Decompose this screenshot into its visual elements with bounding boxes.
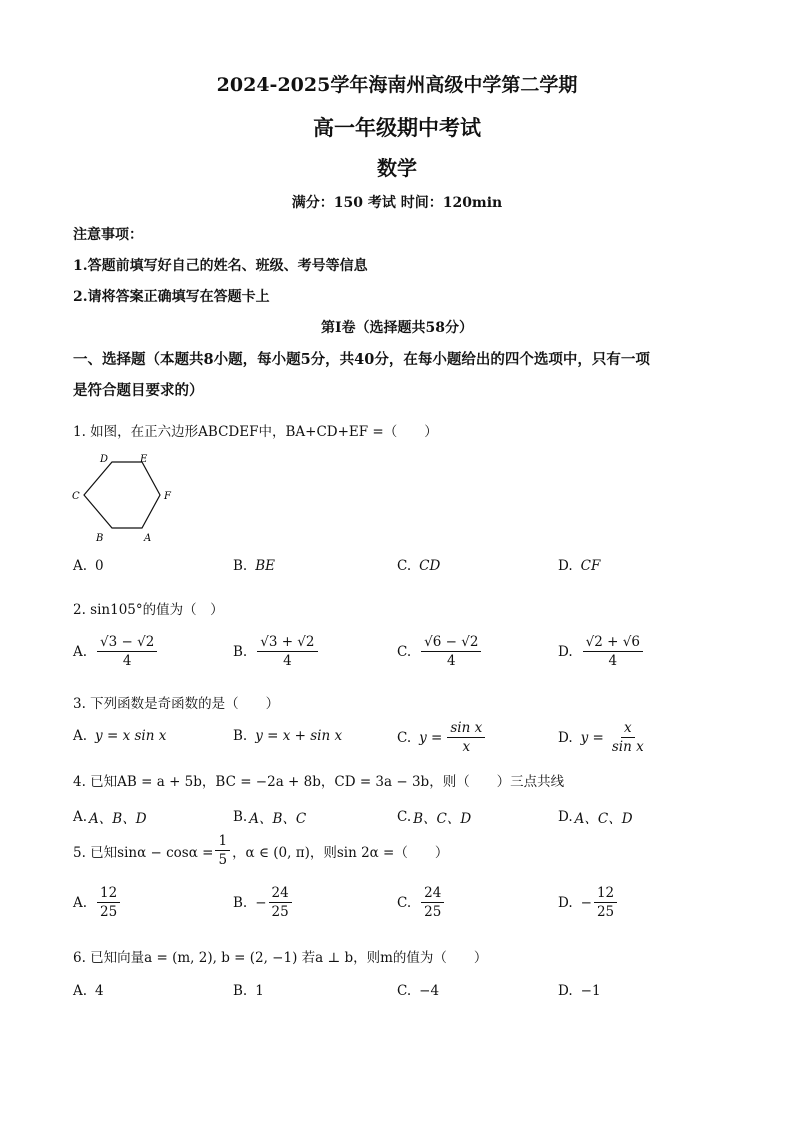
q6-option-a-label: A. [73, 983, 88, 999]
hex-label-a: A [144, 533, 152, 544]
q3-option-a-label: A. [73, 728, 88, 744]
hexagon-figure [68, 450, 178, 545]
q6-option-d[interactable] [558, 983, 601, 999]
q5-option-a-num: 12 [97, 884, 120, 903]
question-1-stem: 1. 如图，在正六边形ABCDEF中，BA+CD+EF =（ ） [73, 424, 438, 440]
q6-option-c-label: C. [397, 983, 412, 999]
q2-option-a-fraction [97, 633, 157, 670]
q4-option-a[interactable] [73, 807, 147, 827]
q5-option-a-fraction [97, 884, 120, 921]
q4-option-d[interactable] [558, 807, 633, 827]
q4-option-b-label: B. [233, 809, 248, 825]
q4-option-c[interactable] [397, 807, 471, 827]
q6-option-b[interactable] [233, 983, 264, 999]
q2-option-a[interactable] [73, 633, 159, 670]
q1-option-c-text: CD [419, 558, 441, 574]
question-4-stem: 4. 已知AB = a + 5b，BC = −2a + 8b，CD = 3a − 3b，则（ ）三点共线 [73, 774, 565, 790]
q3-option-d-fraction [609, 719, 647, 756]
hex-label-d: D [100, 454, 109, 465]
q2-option-a-den: 4 [122, 653, 132, 669]
q1-option-d-text: CF [580, 558, 601, 574]
q3-option-b-text: y = x + sin x [255, 728, 343, 744]
section-heading-line1: 一、选择题（本题共8小题，每小题5分，共40分，在每小题给出的四个选项中，只有一项 [73, 351, 650, 368]
notice-heading: 注意事项： [73, 227, 143, 243]
hex-label-b: B [96, 533, 104, 544]
q6-option-d-text: −1 [580, 983, 601, 999]
q5-option-b-num: 24 [269, 884, 292, 903]
q5-option-c-label: C. [397, 894, 412, 911]
q4-option-d-text: A、C、D [574, 811, 633, 827]
q5-stem-num: 1 [215, 832, 230, 851]
hex-label-f: F [164, 491, 171, 502]
notice-item-1: 1.答题前填写好自己的姓名、班级、考号等信息 [73, 258, 368, 274]
exam-title-year: 2024-2025学年海南州高级中学第二学期 [216, 74, 578, 96]
q1-option-b[interactable] [233, 558, 275, 574]
notice-item-2: 2.请将答案正确填写在答题卡上 [73, 289, 270, 305]
q3-option-b-label: B. [233, 728, 248, 744]
q2-option-c-label: C. [397, 643, 412, 660]
q5-option-d-den: 25 [596, 904, 615, 920]
exam-subject: 数学 [377, 156, 417, 180]
exam-title-grade: 高一年级期中考试 [313, 115, 481, 140]
q4-option-c-label: C. [397, 809, 412, 825]
q5-option-a-den: 25 [100, 904, 118, 920]
q5-option-c-fraction [421, 884, 444, 921]
q4-option-a-text: A、B、D [89, 811, 147, 827]
q4-option-c-text: B、C、D [413, 811, 472, 827]
q2-option-a-num: √3 − √2 [97, 633, 157, 652]
q4-option-a-label: A. [73, 809, 88, 825]
q2-option-b-num: √3 + √2 [257, 633, 317, 652]
question-6-stem: 6. 已知向量a = (m, 2), b = (2, −1) 若a ⊥ b，则m的值为（ ） [73, 950, 488, 966]
q3-option-d-num: x [621, 719, 635, 738]
question-3-stem: 3. 下列函数是奇函数的是（ ） [73, 696, 280, 712]
q2-option-c-fraction [421, 633, 481, 670]
q5-option-b-fraction [269, 884, 292, 921]
q5-option-a-label: A. [73, 894, 88, 911]
q5-option-d-fraction [594, 884, 617, 921]
q3-option-a[interactable] [73, 728, 166, 744]
q3-option-c-num: sin x [447, 719, 485, 738]
q5-option-b[interactable] [233, 884, 294, 921]
section-heading-line2: 是符合题目要求的） [73, 382, 204, 399]
q2-option-c-num: √6 − √2 [421, 633, 481, 652]
q2-option-d-label: D. [558, 643, 573, 660]
q1-option-a[interactable] [73, 558, 104, 574]
q1-option-a-text: 0 [95, 558, 104, 574]
q5-stem-before: 5. 已知sinα − cosα = [73, 844, 214, 861]
q6-option-b-text: 1 [255, 983, 264, 999]
q3-option-b[interactable] [233, 728, 342, 744]
hex-label-e: E [140, 454, 148, 465]
q1-option-b-label: B. [233, 558, 248, 574]
q6-option-c-text: −4 [419, 983, 440, 999]
q4-option-b-text: A、B、C [249, 811, 307, 827]
q5-option-b-den: 25 [271, 904, 289, 920]
q3-option-d[interactable] [558, 719, 649, 756]
q4-option-b[interactable] [233, 807, 306, 827]
question-5-stem [73, 832, 448, 869]
q3-option-c-den: x [462, 739, 471, 755]
q2-option-c-den: 4 [446, 653, 456, 669]
q1-option-c-label: C. [397, 558, 412, 574]
q2-option-d[interactable] [558, 633, 645, 670]
q2-option-d-den: 4 [608, 653, 618, 669]
q6-option-b-label: B. [233, 983, 248, 999]
q2-option-b-den: 4 [283, 653, 292, 669]
q5-option-c-den: 25 [424, 904, 442, 920]
q3-option-c-prefix: y = [419, 729, 443, 746]
q6-option-a[interactable] [73, 983, 104, 999]
q1-option-d-label: D. [558, 558, 573, 574]
q3-option-a-text: y = x sin x [95, 728, 167, 744]
q1-option-d[interactable] [558, 558, 600, 574]
q3-option-c[interactable] [397, 719, 487, 756]
q2-option-b-fraction [257, 633, 317, 670]
q1-option-b-text: BE [255, 558, 275, 574]
q1-option-c[interactable] [397, 558, 440, 574]
q5-stem-den: 5 [218, 852, 228, 868]
q3-option-c-label: C. [397, 729, 412, 746]
q3-option-d-den: sin x [611, 739, 644, 755]
q5-option-c[interactable] [397, 884, 446, 921]
q3-option-c-fraction [447, 719, 485, 756]
q5-option-d[interactable] [558, 884, 619, 921]
q5-option-d-sign: − [580, 894, 592, 911]
q5-option-b-label: B. [233, 894, 248, 911]
q2-option-a-label: A. [73, 643, 88, 660]
q2-option-b-label: B. [233, 643, 248, 660]
q6-option-d-label: D. [558, 983, 573, 999]
hex-label-c: C [72, 491, 80, 502]
q2-option-c[interactable] [397, 633, 483, 670]
q5-option-d-label: D. [558, 894, 573, 911]
exam-meta: 满分：150 考试 时间：120min [291, 195, 503, 211]
q5-option-d-num: 12 [594, 884, 617, 903]
q5-option-b-sign: − [255, 894, 267, 911]
q5-stem-after: ，α ∈ (0, π)，则sin 2α =（ ） [232, 844, 449, 861]
q2-option-d-fraction [583, 633, 643, 670]
question-2-stem: 2. sin105°的值为（ ） [73, 602, 224, 618]
q2-option-b[interactable] [233, 633, 320, 670]
q6-option-c[interactable] [397, 983, 439, 999]
q3-option-d-prefix: y = [580, 729, 604, 746]
q3-option-d-label: D. [558, 729, 573, 746]
q5-stem-fraction [215, 832, 230, 869]
q5-option-c-num: 24 [421, 884, 444, 903]
q1-option-a-label: A. [73, 558, 88, 574]
part-title: 第Ⅰ卷（选择题共58分） [320, 320, 474, 336]
q6-option-a-text: 4 [95, 983, 104, 999]
q2-option-d-num: √2 + √6 [583, 633, 643, 652]
q4-option-d-label: D. [558, 809, 573, 825]
q5-option-a[interactable] [73, 884, 122, 921]
